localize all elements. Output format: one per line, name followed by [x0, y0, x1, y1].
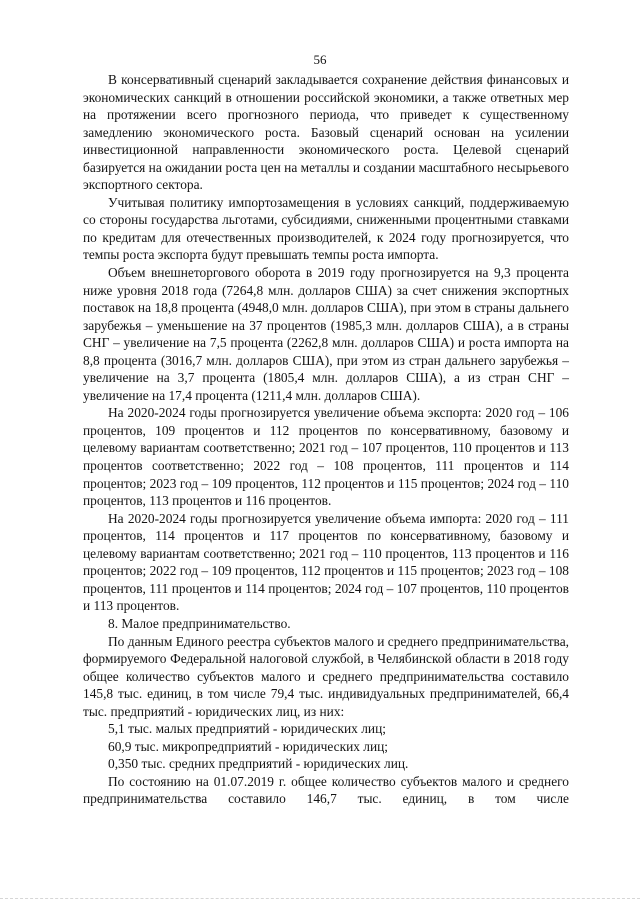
list-item-medium-enterprises: 0,350 тыс. средних предприятий - юридических лиц. [108, 756, 409, 772]
paragraph-sme-2019: По состоянию на 01.07.2019 г. общее количество субъектов малого и среднего предпринимательства составило 146,7 тыс. единиц, в том числе [83, 773, 569, 807]
paragraph-trade-turnover: Объем внешнеторгового оборота в 2019 году прогнозируется на 9,3 процента ниже уровня 2018 года (7264,8 млн. долларов США) за счет снижения экспортных поставок на 18,8 процента (4948,0 млн. долларов США), при этом в страны дальнего зарубежья – уменьшение на 37 процентов (1985,3 млн. долларов США), а в страны СНГ – увеличение на 7,5 процента (2262,8 млн. долларов США) и роста импорта на 8,8 процента (3016,7 млн. долларов США), при этом из стран дальнего зарубежья – увеличение на 3,7 процента (1805,4 млн. долларов США), а из стран СНГ – увеличение на 17,4 процента (1211,4 млн. долларов США). [83, 265, 569, 403]
section-heading-small-business: 8. Малое предпринимательство. [108, 615, 291, 631]
list-item-micro-enterprises: 60,9 тыс. микропредприятий - юридических лиц; [108, 738, 389, 754]
paragraph-scenarios: В консервативный сценарий закладывается сохранение действия финансовых и экономических санкций в отношении российской экономики, а также ответных мер на протяжении всего прогнозного периода, что приведет к существенному замедлению экономического роста. Базовый сценарий основан на усилении инвестиционной направленности экономического роста. Целевой сценарий базируется на ожидании роста цен на металлы и создании масштабного несырьевого экспортного сектора. [83, 72, 569, 193]
paragraph-sme-registry: По данным Единого реестра субъектов малого и среднего предпринимательства, формируемого Федеральной налоговой службой, в Челябинской области в 2018 году общее количество субъектов малого и среднего предпринимательства составило 145,8 тыс. единиц, в том числе 79,4 тыс. индивидуальных предпринимателей, 66,4 тыс. предприятий - юридических лиц, из них: [83, 633, 569, 719]
list-item-small-enterprises: 5,1 тыс. малых предприятий - юридических лиц; [108, 721, 386, 737]
paragraph-export-forecast: На 2020-2024 годы прогнозируется увеличение объема экспорта: 2020 год – 106 процентов, 109 процентов и 112 процентов по консервативному, базовому и целевому вариантам соответственно; 2021 год – 107 процентов, 110 процентов и 113 процентов соответственно; 2022 год – 108 процентов, 111 процентов и 114 процентов; 2023 год – 109 процентов, 112 процентов и 115 процентов; 2024 год – 110 процентов, 113 процентов и 116 процентов. [83, 405, 569, 509]
paragraph-import-substitution: Учитывая политику импортозамещения в условиях санкций, поддерживаемую со стороны государства льготами, субсидиями, сниженными процентными ставками по кредитам для отечественных производителей, к 2024 году прогнозируется, что темпы роста экспорта будут превышать темпы роста импорта. [83, 194, 569, 263]
document-body [83, 71, 569, 808]
page-bottom-edge [0, 898, 640, 899]
page-number: 56 [313, 52, 327, 67]
paragraph-import-forecast: На 2020-2024 годы прогнозируется увеличение объема импорта: 2020 год – 111 процентов, 114 процентов и 117 процентов по консервативному, базовому и целевому вариантам соответственно; 2021 год – 110 процентов, 113 процентов и 116 процентов; 2022 год – 109 процентов, 112 процентов и 115 процентов; 2023 год – 108 процентов, 111 процентов и 114 процентов; 2024 год – 107 процентов, 110 процентов и 113 процентов. [83, 510, 569, 614]
